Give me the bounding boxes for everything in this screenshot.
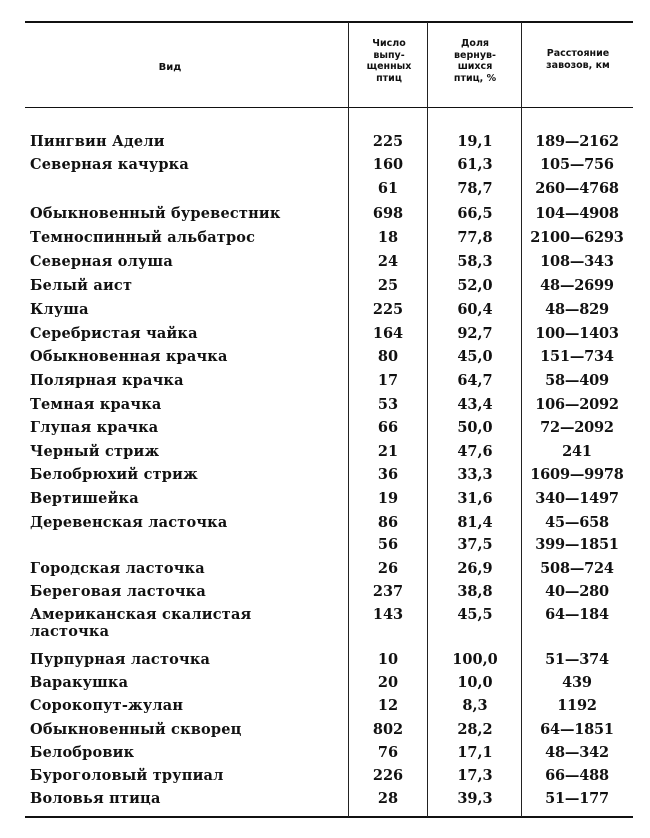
released-count: 25 <box>377 277 399 294</box>
release-distance: 45—658 <box>545 514 609 531</box>
species-name: Американская скалистая ласточка <box>30 606 252 640</box>
returned-share: 64,7 <box>457 372 493 389</box>
release-distance: 1192 <box>557 697 597 714</box>
returned-share: 61,3 <box>457 156 493 173</box>
release-distance: 105—756 <box>540 156 614 173</box>
returned-share: 50,0 <box>457 419 493 436</box>
returned-share: 52,0 <box>457 277 493 294</box>
release-distance: 58—409 <box>545 372 609 389</box>
release-distance: 106—2092 <box>535 396 619 413</box>
species-name: Серебристая чайка <box>30 325 198 342</box>
release-distance: 48—342 <box>545 744 609 761</box>
returned-share: 92,7 <box>457 325 493 342</box>
released-count: 802 <box>372 721 404 738</box>
returned-share: 26,9 <box>457 560 493 577</box>
species-name: Воловья птица <box>30 790 161 807</box>
species-name: Пингвин Адели <box>30 133 165 150</box>
species-name: Северная качурка <box>30 156 189 173</box>
released-count: 19 <box>377 490 399 507</box>
species-name: Полярная крачка <box>30 372 184 389</box>
species-name: Пурпурная ласточка <box>30 651 211 668</box>
released-count: 66 <box>377 419 399 436</box>
released-count: 698 <box>372 205 404 222</box>
release-distance: 108—343 <box>540 253 614 270</box>
release-distance: 100—1403 <box>535 325 619 342</box>
released-count: 26 <box>377 560 399 577</box>
release-distance: 508—724 <box>540 560 614 577</box>
release-distance: 439 <box>562 674 592 691</box>
released-count: 61 <box>377 180 399 197</box>
released-count: 80 <box>377 348 399 365</box>
returned-share: 78,7 <box>457 180 493 197</box>
released-count: 24 <box>377 253 399 270</box>
release-distance: 48—2699 <box>540 277 614 294</box>
release-distance: 260—4768 <box>535 180 619 197</box>
species-name: Темная крачка <box>30 396 162 413</box>
returned-share: 38,8 <box>457 583 493 600</box>
released-count: 164 <box>372 325 404 342</box>
returned-share: 17,3 <box>457 767 493 784</box>
species-name: Буроголовый трупиал <box>30 767 224 784</box>
species-name: Белобровик <box>30 744 135 761</box>
header-species: Вид <box>158 62 182 73</box>
species-name: Темноспинный альбатрос <box>30 229 256 246</box>
release-distance: 241 <box>562 443 592 460</box>
release-distance: 2100—6293 <box>530 229 624 246</box>
returned-share: 60,4 <box>457 301 493 318</box>
column-divider-2 <box>427 22 428 817</box>
released-count: 21 <box>377 443 399 460</box>
release-distance: 64—184 <box>545 606 609 623</box>
species-name: Обыкновенная крачка <box>30 348 228 365</box>
species-name: Северная олуша <box>30 253 173 270</box>
release-distance: 72—2092 <box>540 419 614 436</box>
returned-share: 45,0 <box>457 348 493 365</box>
returned-share: 66,5 <box>457 205 493 222</box>
returned-share: 28,2 <box>457 721 493 738</box>
returned-share: 43,4 <box>457 396 493 413</box>
released-count: 10 <box>377 651 399 668</box>
release-distance: 340—1497 <box>535 490 619 507</box>
release-distance: 399—1851 <box>535 536 619 553</box>
returned-share: 37,5 <box>457 536 493 553</box>
released-count: 143 <box>372 606 404 623</box>
release-distance: 1609—9978 <box>530 466 624 483</box>
returned-share: 19,1 <box>457 133 493 150</box>
released-count: 28 <box>377 790 399 807</box>
released-count: 160 <box>372 156 404 173</box>
release-distance: 104—4908 <box>535 205 619 222</box>
release-distance: 51—177 <box>545 790 609 807</box>
species-name: Городская ласточка <box>30 560 205 577</box>
species-name: Белый аист <box>30 277 133 294</box>
species-name: Белобрюхий стриж <box>30 466 198 483</box>
returned-share: 47,6 <box>457 443 493 460</box>
species-name: Клуша <box>30 301 89 318</box>
released-count: 53 <box>377 396 399 413</box>
returned-share: 58,3 <box>457 253 493 270</box>
released-count: 76 <box>377 744 399 761</box>
released-count: 226 <box>372 767 404 784</box>
header-count: Число выпу- щенных птиц <box>366 38 412 84</box>
species-name: Обыкновенный скворец <box>30 721 242 738</box>
header-share: Доля вернув- шихся птиц, % <box>453 38 497 84</box>
release-distance: 64—1851 <box>540 721 614 738</box>
column-divider-3 <box>521 22 522 817</box>
release-distance: 151—734 <box>540 348 614 365</box>
released-count: 225 <box>372 133 404 150</box>
released-count: 17 <box>377 372 399 389</box>
returned-share: 39,3 <box>457 790 493 807</box>
species-name: Обыкновенный буревестник <box>30 205 281 222</box>
returned-share: 31,6 <box>457 490 493 507</box>
released-count: 237 <box>372 583 404 600</box>
table-top-rule <box>25 21 633 23</box>
released-count: 86 <box>377 514 399 531</box>
species-name: Береговая ласточка <box>30 583 206 600</box>
released-count: 225 <box>372 301 404 318</box>
released-count: 20 <box>377 674 399 691</box>
release-distance: 51—374 <box>545 651 609 668</box>
species-name: Черный стриж <box>30 443 160 460</box>
header-distance: Расстояние завозов, км <box>546 48 610 71</box>
returned-share: 77,8 <box>457 229 493 246</box>
species-name: Глупая крачка <box>30 419 159 436</box>
table-bottom-rule <box>25 816 633 818</box>
species-name: Варакушка <box>30 674 129 691</box>
released-count: 36 <box>377 466 399 483</box>
returned-share: 81,4 <box>457 514 493 531</box>
species-name: Вертишейка <box>30 490 139 507</box>
release-distance: 66—488 <box>545 767 609 784</box>
released-count: 56 <box>377 536 399 553</box>
returned-share: 17,1 <box>457 744 493 761</box>
release-distance: 48—829 <box>545 301 609 318</box>
release-distance: 40—280 <box>545 583 609 600</box>
returned-share: 10,0 <box>457 674 493 691</box>
returned-share: 45,5 <box>457 606 493 623</box>
species-name: Деревенская ласточка <box>30 514 228 531</box>
species-name: Сорокопут-жулан <box>30 697 184 714</box>
released-count: 12 <box>377 697 399 714</box>
released-count: 18 <box>377 229 399 246</box>
returned-share: 33,3 <box>457 466 493 483</box>
release-distance: 189—2162 <box>535 133 619 150</box>
returned-share: 100,0 <box>452 651 498 668</box>
returned-share: 8,3 <box>462 697 488 714</box>
column-divider-1 <box>348 22 349 817</box>
table-header-rule <box>25 107 633 108</box>
